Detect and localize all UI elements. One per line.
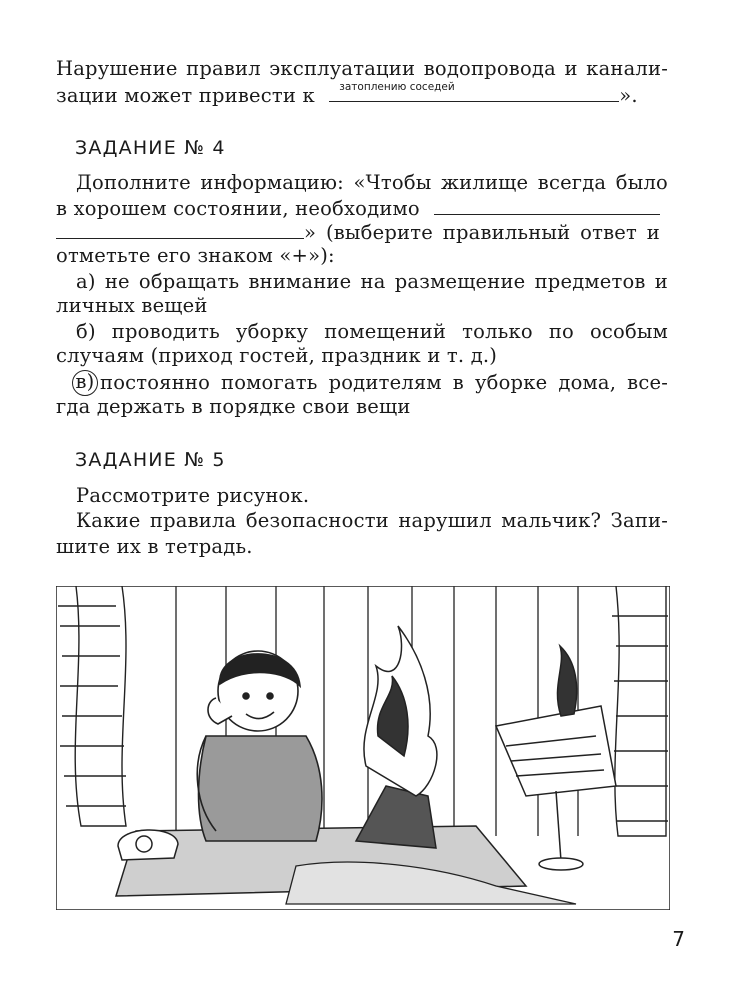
handwritten-answer: затоплению соседей [339, 81, 455, 93]
page-number: 7 [672, 927, 685, 951]
task4-line-1: Дополните информацию: «Чтобы жилище всегда было [76, 171, 668, 194]
task4-line-2 [56, 196, 660, 221]
task5-heading: ЗАДАНИЕ № 5 [75, 449, 226, 471]
option-c-line-1 [76, 370, 668, 396]
intro-line-2-prefix: зации может привести к [56, 84, 315, 107]
option-a-line-1: а) не обращать внимание на размещение предметов и [76, 270, 668, 293]
option-c-circled-mark[interactable]: в) [72, 370, 98, 396]
task4-line-3-text: » (выберите правильный ответ и [304, 221, 660, 244]
option-a-line-2: личных вещей [56, 294, 208, 317]
telephone [118, 830, 178, 860]
intro-line-2 [56, 83, 638, 108]
illustration-boy-on-phone-fire [56, 586, 670, 910]
task4-line-2-text: в хорошем состоянии, необходимо [56, 197, 420, 220]
option-c-line-2: гда держать в порядке свои вещи [56, 395, 411, 418]
answer-blank-intro[interactable] [329, 83, 619, 102]
answer-blank-task4-a[interactable] [434, 196, 660, 215]
intro-line-1: Нарушение правил эксплуатации водопровода и канали- [56, 57, 668, 80]
intro-line-2-suffix: ». [619, 84, 638, 107]
task5-line-3: шите их в тетрадь. [56, 535, 253, 558]
right-curtain [612, 586, 668, 836]
task4-heading: ЗАДАНИЕ № 4 [75, 137, 226, 159]
task5-line-2: Какие правила безопасности нарушил мальчик? Запи- [76, 509, 668, 532]
answer-blank-task4-b[interactable] [56, 220, 304, 239]
task5-line-1: Рассмотрите рисунок. [76, 484, 310, 507]
option-c-text: постоянно помогать родителям в уборке дома, все- [100, 371, 668, 394]
task4-line-4: отметьте его знаком «+»): [56, 244, 335, 267]
option-b-line-1: б) проводить уборку помещений только по особым [76, 320, 668, 343]
option-b-line-2: случаям (приход гостей, праздник и т. д.) [56, 344, 498, 367]
task4-line-3 [56, 220, 660, 245]
